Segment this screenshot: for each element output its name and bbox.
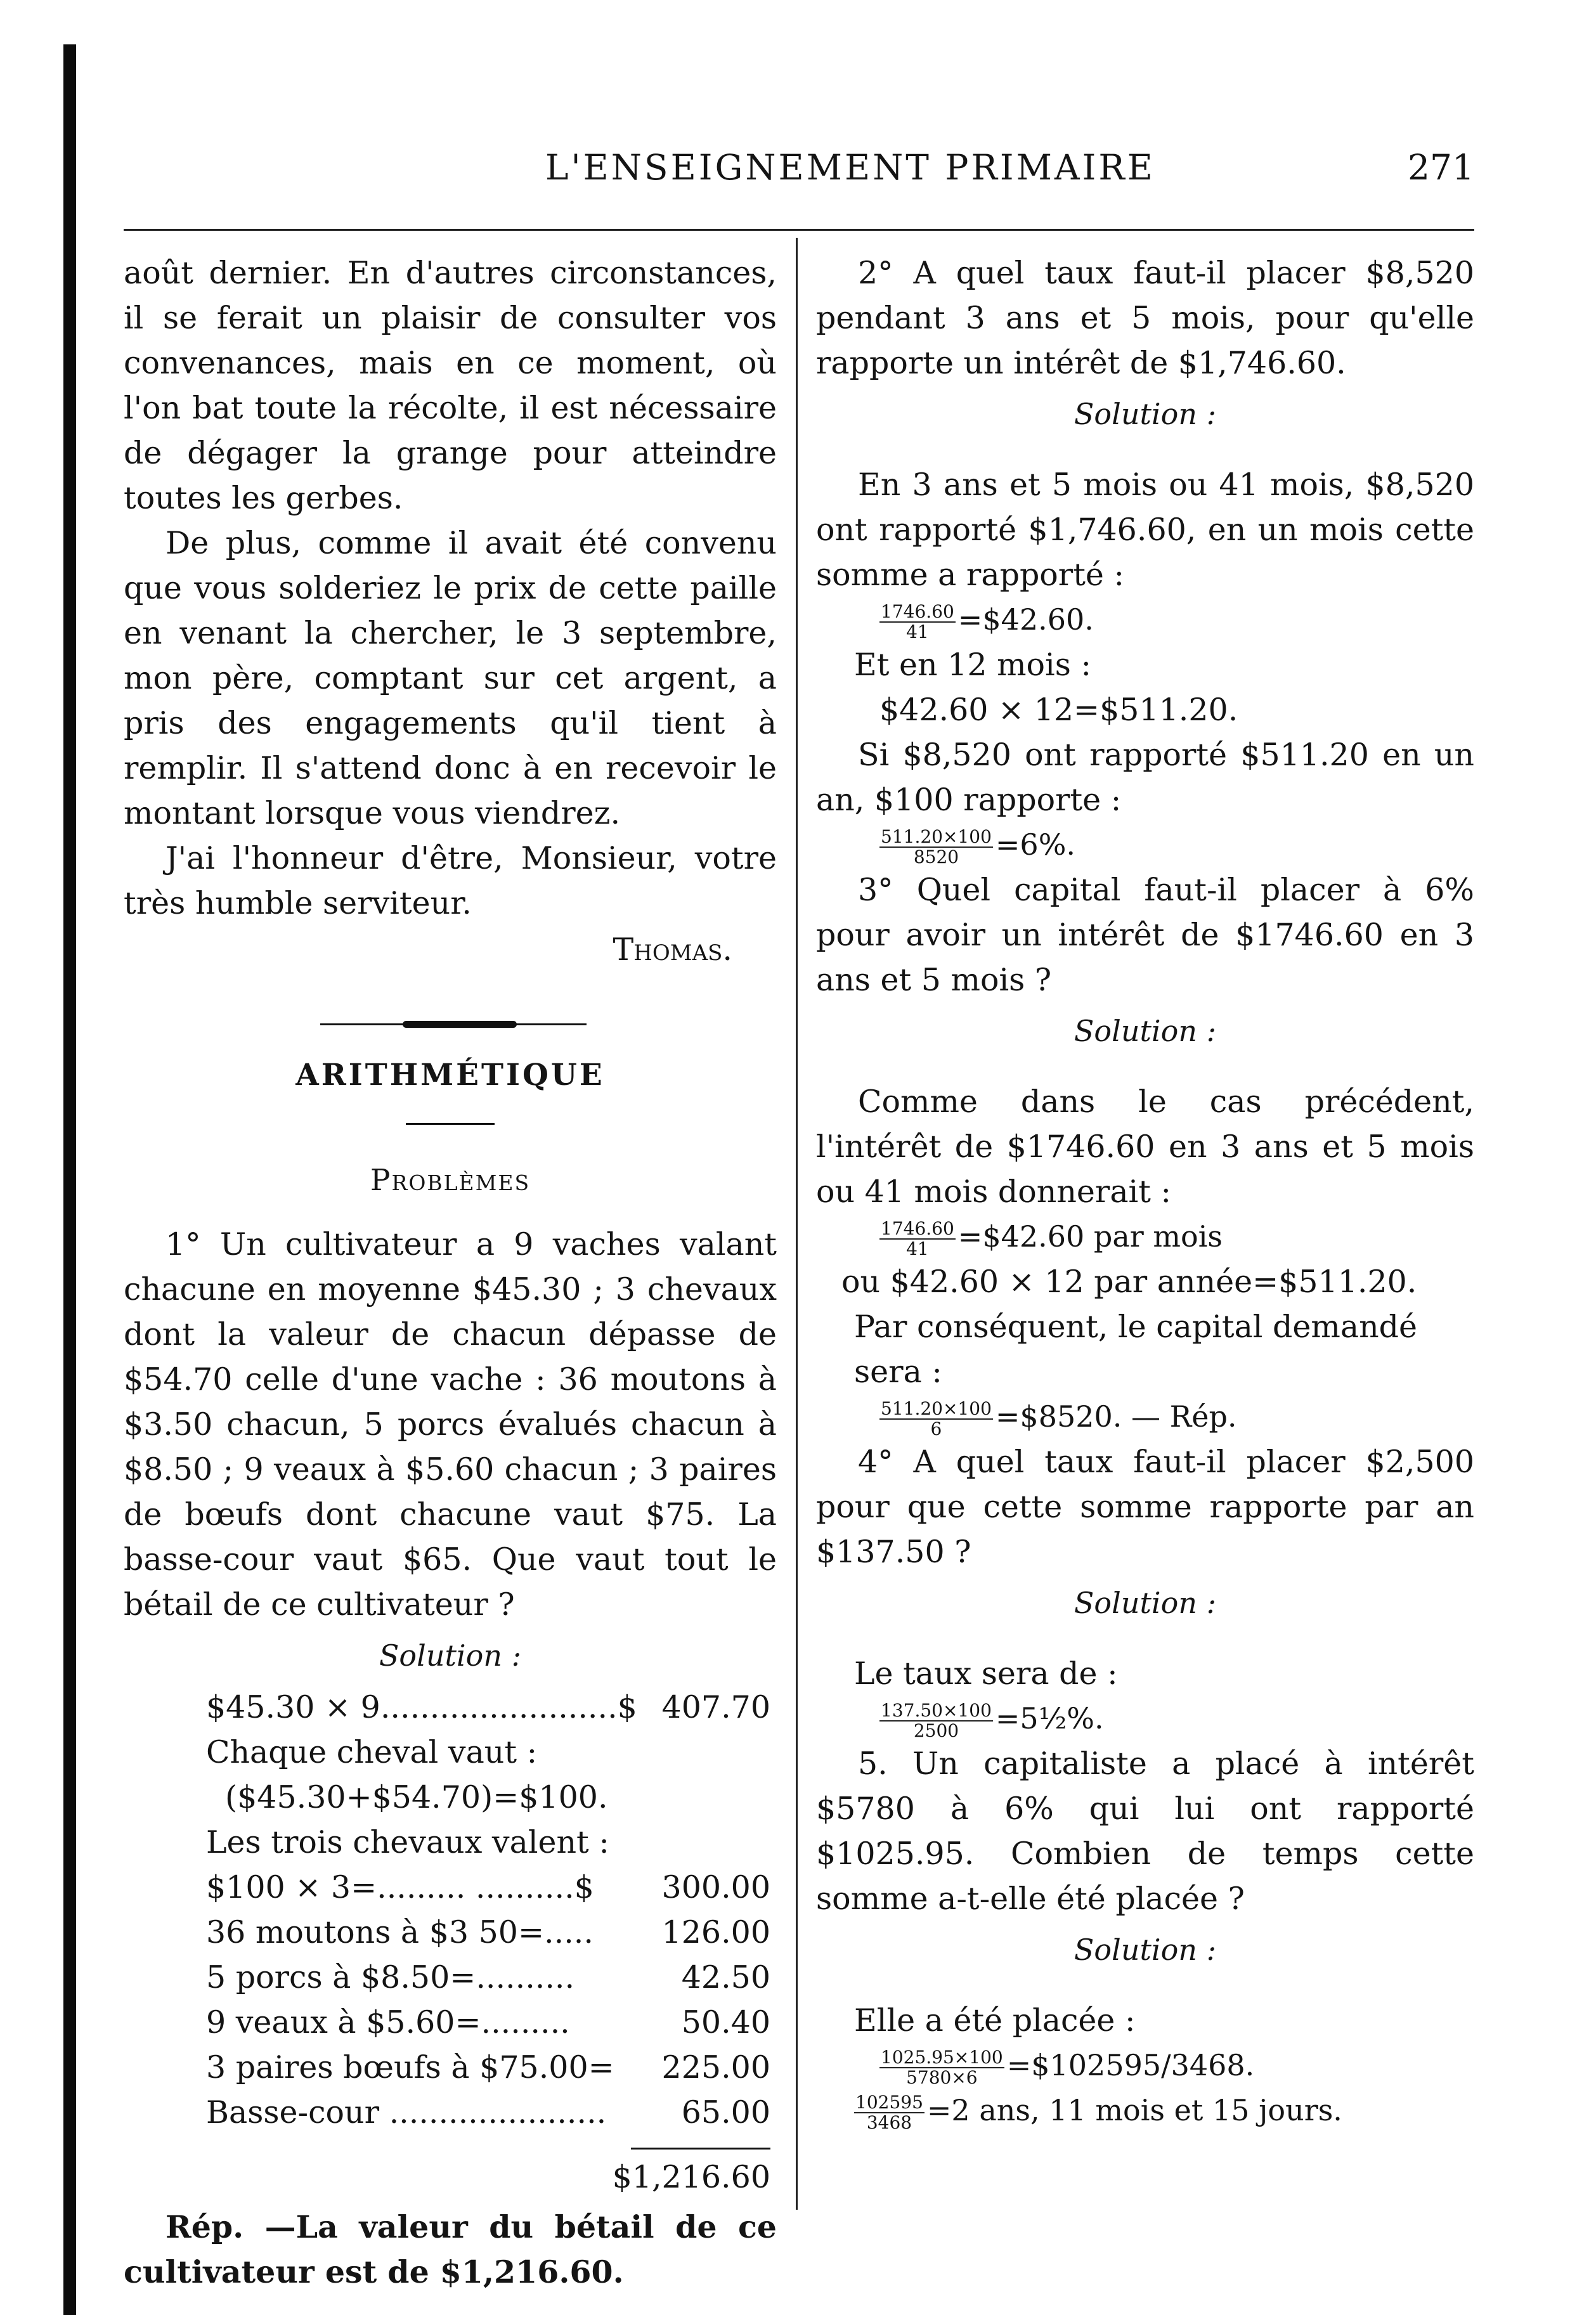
problem-text: 3° Quel capital faut-il placer à 6% pour avoir un intérêt de $1746.60 en 3 ans et 5 mois ? — [816, 872, 1474, 998]
calc-row — [124, 1685, 770, 1730]
fraction: $\frac{511.20\times 100}{6}$ — [881, 1398, 992, 1439]
solution-label: Solution : — [1074, 1014, 1217, 1048]
problem-text: 2° A quel taux faut-il placer $8,520 pendant 3 ans et 5 mois, pour qu'elle rapporte un intérêt de $1,746.60. — [816, 255, 1474, 381]
work-line: ($45.30+$54.70)=$100. — [225, 1779, 608, 1815]
work-line: Chaque cheval vaut : — [206, 1734, 538, 1770]
solution-text: Elle a été placée : — [854, 2002, 1136, 2039]
calc-total: $1,216.60 — [612, 2159, 770, 2195]
calc-amount: 300.00 — [661, 1869, 770, 1905]
problem-text: 4° A quel taux faut-il placer $2,500 pour que cette somme rapporte par an $137.50 ? — [816, 1444, 1474, 1570]
solution-label: Solution : — [1074, 1586, 1217, 1620]
calc-amount: 42.50 — [681, 1959, 770, 1995]
solution-text: En 3 ans et 5 mois ou 41 mois, $8,520 ont rapporté $1,746.60, en un mois cette somme a rapporté : — [816, 467, 1474, 593]
calc-amount: 65.00 — [681, 2094, 770, 2130]
subsection-title: Problèmes — [370, 1163, 531, 1198]
calc-amount: 407.70 — [661, 1689, 770, 1725]
running-title: L'ENSEIGNEMENT PRIMAIRE — [545, 147, 1155, 188]
fraction: $\frac{511.20\times 100}{8520}$ — [881, 826, 992, 867]
calc-row — [124, 1910, 770, 1955]
work-line: Et en 12 mois : — [854, 647, 1091, 683]
formula: $\frac{137.50\times 100}{2500}$ =5½%. — [881, 1700, 1104, 1741]
fraction: $\frac{1746.60}{41}$ — [881, 1218, 954, 1259]
calc-amount: 225.00 — [661, 2049, 770, 2085]
solution-text: Si $8,520 ont rapporté $511.20 en un an, $100 rapporte : — [816, 737, 1474, 818]
right-column — [816, 250, 1474, 2133]
solution-text: Comme dans le cas précédent, l'intérêt de $1746.60 en 3 ans et 5 mois ou 41 mois donnerait : — [816, 1084, 1474, 1210]
signature: Thomas. — [613, 931, 732, 968]
work-line: ou $42.60 × 12 par année=$511.20. — [841, 1264, 1417, 1300]
calc-row — [124, 2000, 770, 2045]
work-line: Les trois chevaux valent : — [206, 1824, 609, 1860]
formula: $\frac{511.20\times 100}{8520}$ =6%. — [881, 826, 1076, 867]
calc-label: $45.30 × 9........................$ — [206, 1689, 637, 1725]
calc-label: Basse-cour ...................... — [206, 2094, 607, 2130]
column-divider — [796, 238, 798, 2210]
solution-label: Solution : — [379, 1638, 522, 1673]
letter-closing: J'ai l'honneur d'être, Monsieur, votre très humble serviteur. — [124, 840, 777, 921]
calc-row — [124, 2090, 770, 2135]
short-rule — [406, 1123, 495, 1125]
formula: $\frac{1025.95\times 100}{5780\times 6}$ =$102595/3468. — [881, 2047, 1255, 2088]
calc-table — [124, 1865, 777, 2135]
calc-row — [124, 2045, 770, 2090]
formula: $\frac{1746.60}{41}$ =$42.60. — [881, 601, 1094, 642]
section-title: ARITHMÉTIQUE — [295, 1058, 605, 1093]
formula: $\frac{511.20\times 100}{6}$ =$8520. — Rép. — [881, 1398, 1237, 1439]
letter-paragraph: De plus, comme il avait été convenu que vous solderiez le prix de cette paille en venant la chercher, le 3 septembre, mon père, comptant sur cet argent, a pris des engagements qu'il tient à remplir. Il s'attend donc à en recevoir le montant lorsque vous viendrez. — [124, 525, 777, 831]
ornament-divider — [320, 1020, 587, 1028]
calc-label: 36 moutons à $3 50=..... — [206, 1914, 594, 1950]
solution-label: Solution : — [1074, 397, 1217, 431]
fraction: $\frac{137.50\times 100}{2500}$ — [881, 1700, 992, 1741]
running-header — [124, 147, 1474, 198]
calc-label: 9 veaux à $5.60=......... — [206, 2004, 570, 2040]
fraction: $\frac{102595}{3468}$ — [855, 2092, 923, 2133]
calc-label: $100 × 3=......... ..........$ — [206, 1869, 594, 1905]
letter-paragraph: août dernier. En d'autres circonstances, il se ferait un plaisir de consulter vos convenances, mais en ce moment, où l'on bat toute la récolte, il est nécessaire de dégager la grange pour atteindre toutes les gerbes. — [124, 255, 777, 516]
calc-amount: 126.00 — [661, 1914, 770, 1950]
solution-text: Le taux sera de : — [854, 1656, 1118, 1692]
fraction: $\frac{1746.60}{41}$ — [881, 601, 954, 642]
fraction: $\frac{1025.95\times 100}{5780\times 6}$ — [881, 2047, 1003, 2088]
page-binding-edge — [63, 44, 76, 2315]
calc-amount: 50.40 — [681, 2004, 770, 2040]
problem-text: 1° Un cultivateur a 9 vaches valant chacune en moyenne $45.30 ; 3 chevaux dont la valeur de chacun dépasse de $54.70 celle d'une vache : 36 moutons à $3.50 chacun, 5 porcs évalués chacun à $8.50 ; 9 veaux à $5.60 chacun ; 3 paires de bœufs dont chacune vaut $75. La basse-cour vaut $65. Que vaut tout le bétail de ce cultivateur ? — [124, 1226, 777, 1623]
left-column — [124, 250, 777, 2295]
formula: $\frac{1746.60}{41}$ =$42.60 par mois — [881, 1218, 1223, 1259]
page-number: 271 — [1408, 147, 1474, 188]
problem-text: 5. Un capitaliste a placé à intérêt $5780 à 6% qui lui ont rapporté $1025.95. Combien de temps cette somme a-t-elle été placée ? — [816, 1746, 1474, 1917]
calc-label: 5 porcs à $8.50=.......... — [206, 1959, 575, 1995]
sum-rule — [631, 2148, 770, 2150]
answer-text: Rép. —La valeur du bétail de ce cultivateur est de $1,216.60. — [124, 2208, 777, 2290]
work-line: Par conséquent, le capital demandé sera : — [854, 1309, 1418, 1390]
header-rule — [124, 229, 1474, 231]
formula: $\frac{102595}{3468}$ =2 ans, 11 mois et 15 jours. — [855, 2092, 1342, 2133]
work-line: $42.60 × 12=$511.20. — [879, 692, 1238, 728]
calc-label: 3 paires bœufs à $75.00= — [206, 2049, 614, 2085]
calc-row — [124, 1865, 770, 1910]
calc-row — [124, 1955, 770, 2000]
solution-label: Solution : — [1074, 1933, 1217, 1967]
